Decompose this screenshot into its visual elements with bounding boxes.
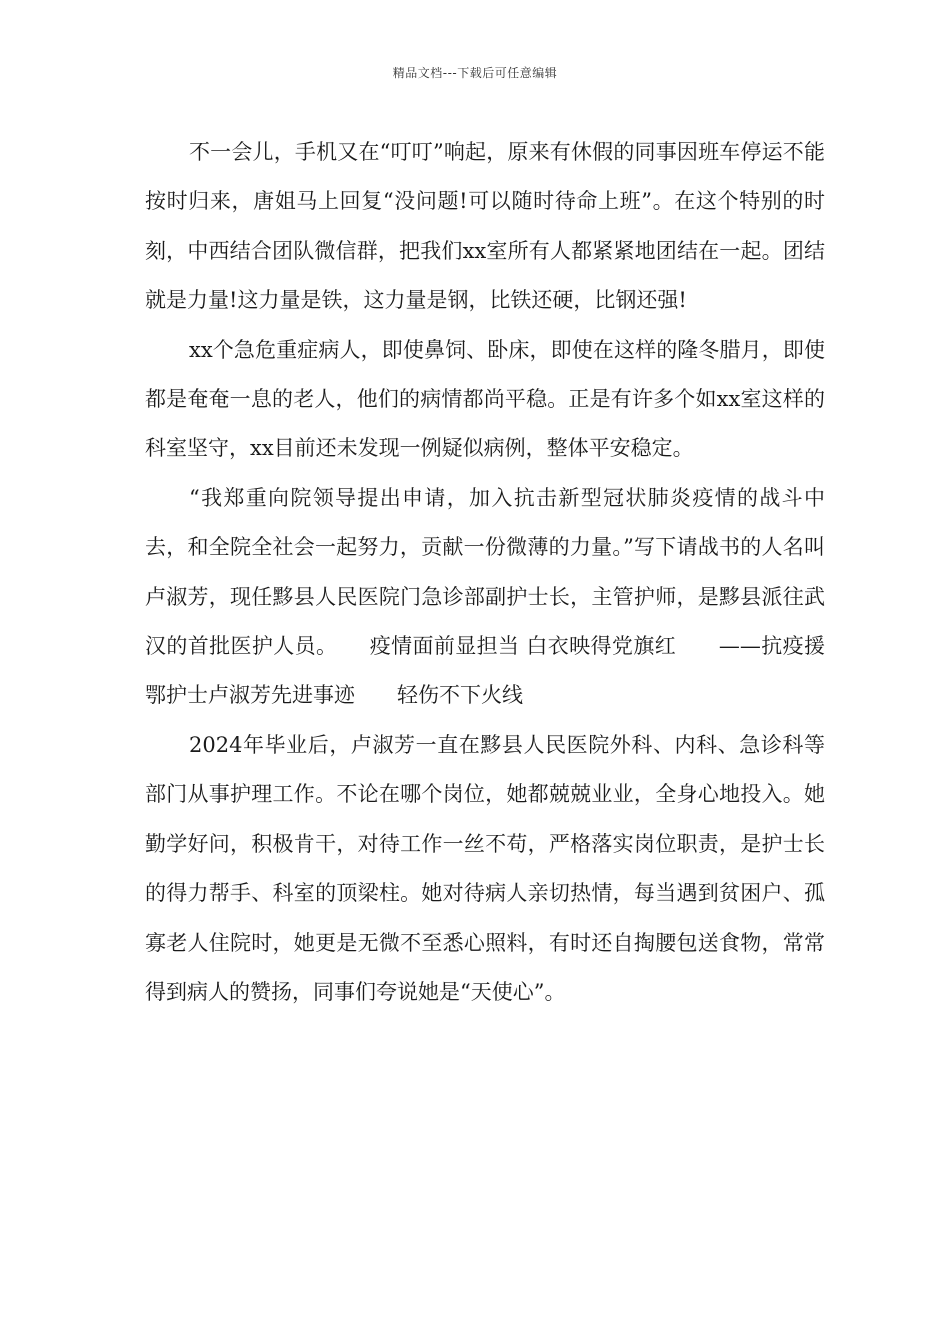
document-body	[145, 128, 825, 1017]
paragraph-4: 2024年毕业后，卢淑芳一直在黟县人民医院外科、内科、急诊科等部门从事护理工作。不论在哪个岗位，她都兢兢业业，全身心地投入。她勤学好问，积极肯干，对待工作一丝不苟，严格落实岗位职责，是护士长的得力帮手、科室的顶梁柱。她对待病人亲切热情，每当遇到贫困户、孤寡老人住院时，她更是无微不至悉心照料，有时还自掏腰包送食物，常常得到病人的赞扬，同事们夸说她是“天使心”。	[145, 732, 825, 1004]
paragraph-2: xx个急危重症病人，即使鼻饲、卧床，即使在这样的隆冬腊月，即使都是奄奄一息的老人，他们的病情都尚平稳。正是有许多个如xx室这样的科室坚守，xx目前还未发现一例疑似病例，整体平安稳定。	[145, 337, 825, 461]
page-header: 精品文档---下载后可任意编辑	[392, 66, 558, 80]
paragraph-1: 不一会儿，手机又在“叮叮”响起，原来有休假的同事因班车停运不能按时归来，唐姐马上回复“没问题!可以随时待命上班”。在这个特别的时刻，中西结合团队微信群，把我们xx室所有人都紧紧地团结在一起。团结就是力量!这力量是铁，这力量是钢，比铁还硬，比钢还强!	[145, 140, 825, 313]
paragraph-3: “我郑重向院领导提出申请，加入抗击新型冠状肺炎疫情的战斗中去，和全院全社会一起努力，贡献一份微薄的力量。”写下请战书的人名叫卢淑芳，现任黟县人民医院门急诊部副护士长，主管护师，是黟县派往武汉的首批医护人员。 疫情面前显担当 白衣映得党旗红 ——抗疫援鄂护士卢淑芳先进事迹 轻伤不下火线	[145, 485, 825, 708]
